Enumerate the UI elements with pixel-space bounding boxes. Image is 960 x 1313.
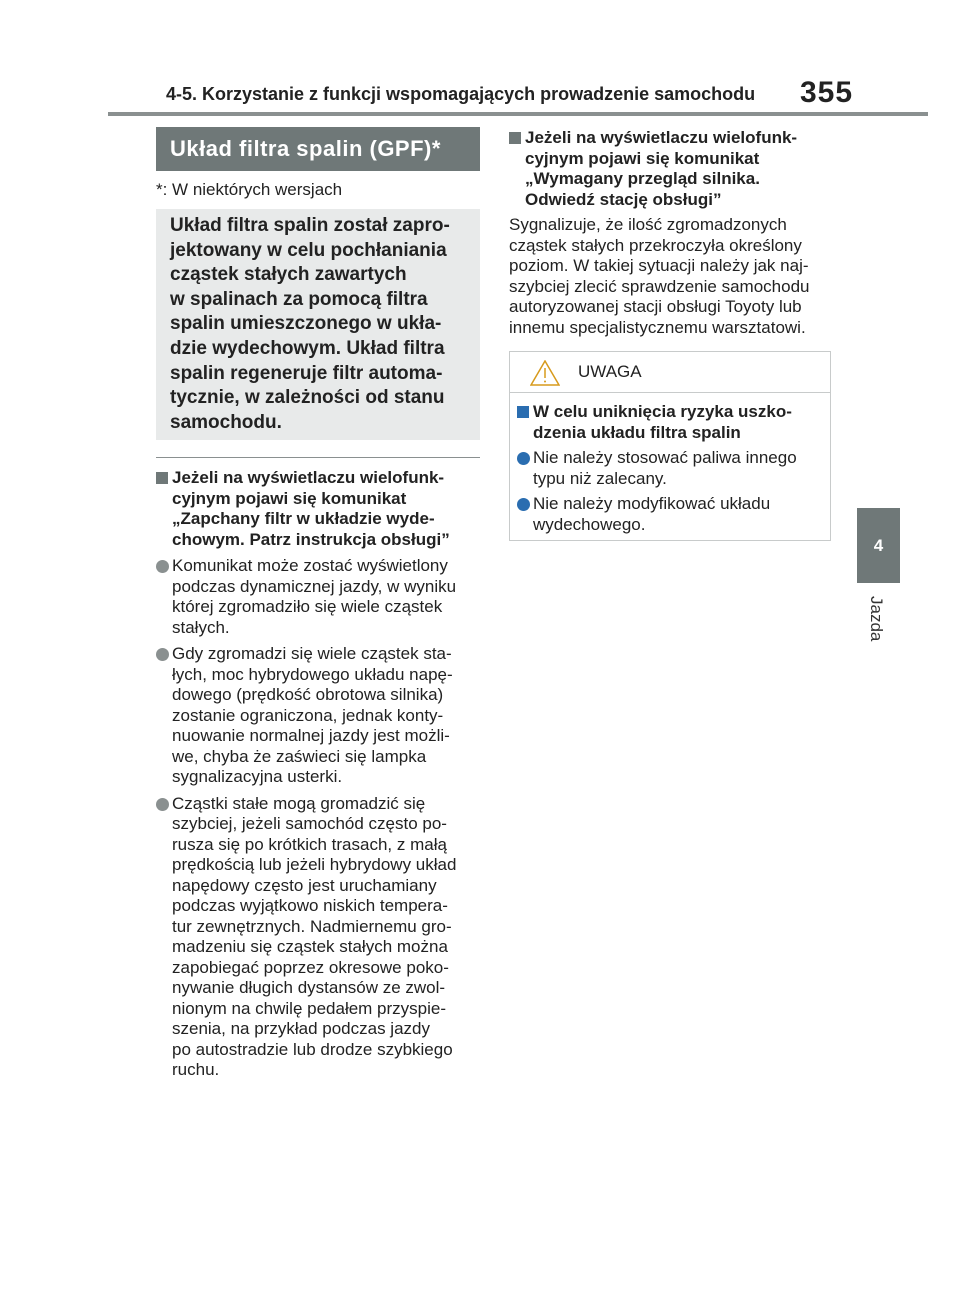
left-divider [156, 457, 480, 458]
circle-bullet-icon [517, 452, 530, 465]
warning-header [510, 352, 830, 393]
left-bullet-2: Gdy zgromadzi się wiele cząstek sta- łych, moc hybrydowego układu napę- dowego (prędkość obrotowa silnika) zostanie ograniczona, jednak konty- nuowanie normalnej jazdy jest możli- we, chyba że zaświeci się lampka sygnalizacyjna usterki. [172, 644, 453, 786]
circle-bullet-icon [517, 498, 530, 511]
warning-bullet-2: Nie należy modyfikować układu wydechowego. [533, 494, 771, 534]
page-header-title: 4-5. Korzystanie z funkcji wspomagających prowadzenie samochodu [166, 84, 756, 104]
section-title: Układ filtra spalin (GPF)* [156, 127, 480, 171]
chapter-tab-label: Jazda [867, 596, 886, 642]
summary-text: Układ filtra spalin został zapro- jektowany w celu pochłaniania cząstek stałych zawartych w spalinach za pomocą filtra spalin umieszczonego w ukła- dzie wydechowym. Układ filtra spalin regeneruje filtr automa- tycznie, w zależności od stanu samochodu. [170, 215, 450, 433]
warning-triangle-icon [530, 360, 560, 391]
warning-title: UWAGA [578, 362, 642, 381]
list-item [517, 494, 823, 535]
warning-heading-text: W celu uniknięcia ryzyka uszko- dzenia układu filtra spalin [533, 402, 792, 442]
right-column [509, 128, 839, 338]
right-paragraph: Sygnalizuje, że ilość zgromadzonych cząstek stałych przekroczyła określony poziom. W takiej sytuacji należy jak naj- szybciej zlecić sprawdzenie samochodu autoryzowanej stacji obsługi Toyoty lub innemu specjalistycznemu warsztatowi. [509, 215, 810, 337]
section-footnote: *: W niektórych wersjach [156, 180, 343, 199]
list-item [156, 556, 486, 638]
page-number: 355 [800, 76, 854, 109]
chapter-tab: 4 [857, 508, 900, 583]
square-bullet-icon [156, 472, 168, 484]
left-heading [156, 468, 486, 550]
warning-box [509, 351, 831, 541]
warning-heading [517, 402, 823, 443]
left-bullet-1: Komunikat może zostać wyświetlony podczas dynamicznej jazdy, w wyniku której zgromadziło się wiele cząstek stałych. [172, 556, 457, 637]
circle-bullet-icon [156, 560, 169, 573]
section-summary [156, 209, 480, 440]
square-bullet-icon [517, 406, 529, 418]
right-heading [509, 128, 839, 210]
right-heading-text: Jeżeli na wyświetlaczu wielofunk- cyjnym pojawi się komunikat „Wymagany przegląd silnika. Odwiedź stację obsługi” [525, 128, 798, 209]
warning-body [517, 402, 823, 535]
circle-bullet-icon [156, 648, 169, 661]
warning-bullet-1: Nie należy stosować paliwa innego typu niż zalecany. [533, 448, 797, 488]
left-heading-text: Jeżeli na wyświetlaczu wielofunk- cyjnym pojawi się komunikat „Zapchany filtr w układzie wyde- chowym. Patrz instrukcja obsługi” [172, 468, 450, 549]
header-divider [108, 112, 928, 116]
list-item [517, 448, 823, 489]
circle-bullet-icon [156, 798, 169, 811]
left-bullet-3: Cząstki stałe mogą gromadzić się szybciej, jeżeli samochód często po- rusza się po krótkich trasach, z małą prędkością lub jeżeli hybrydowy układ napędowy często jest uruchamiany podczas wyjątkowo niskich tempera- tur zewnętrznych. Nadmiernemu gro- madzeniu się cząstek stałych można zapobiegać poprzez okresowe poko- nywanie długich dystansów ze zwol- nionym na chwilę pedałem przyspie- szenia, na przykład podczas jazdy po autostradzie lub drodze szybkiego ruchu. [172, 793, 457, 1079]
list-item [156, 794, 486, 1081]
list-item [156, 644, 486, 788]
square-bullet-icon [509, 132, 521, 144]
left-column [156, 468, 486, 1081]
